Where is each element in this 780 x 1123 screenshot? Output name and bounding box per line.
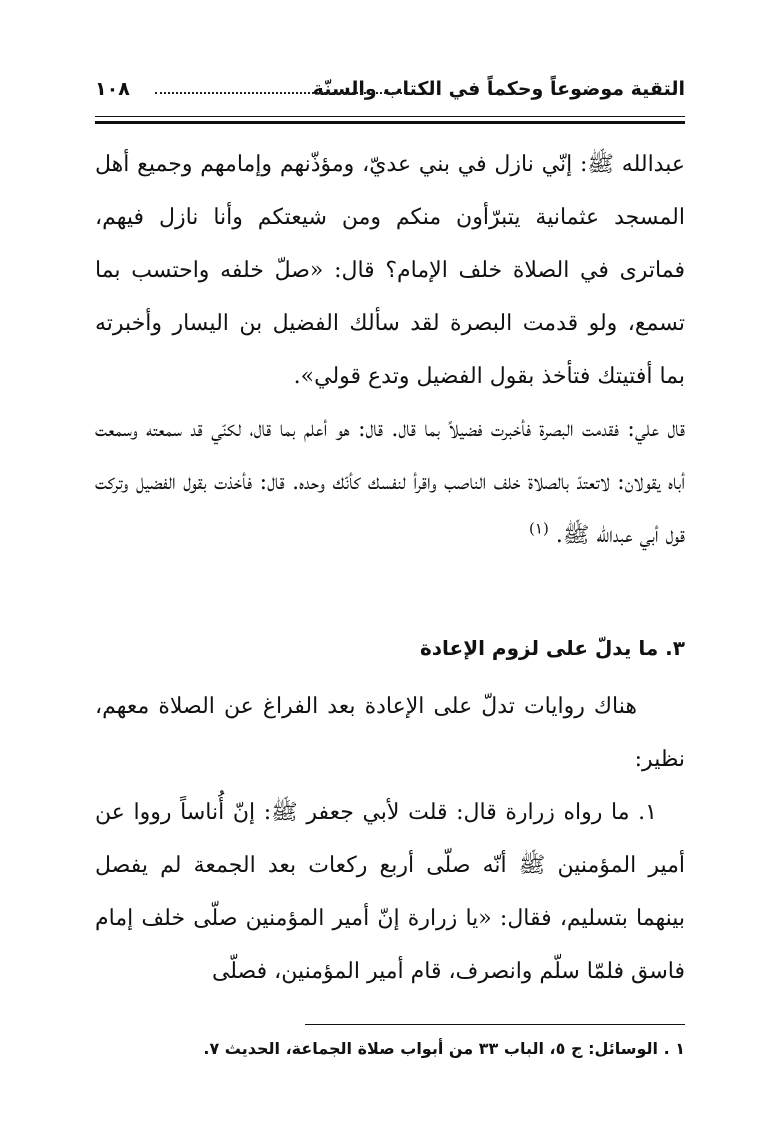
header-title: التقية موضوعاً وحكماً في الكتاب والسنّة: [312, 78, 685, 100]
paragraph-text: عبدالله ﷺ: إنّي نازل في بني عديّ، ومؤذّنهم وإمامهم وجميع أهل المسجد عثمانية يتبرّأون منكم ومن شيعتكم وأنا نازل فيهم، فماترى في الصلاة خلف الإمام؟ قال: «صلّ خلفه واحتسب بما تسمع، ولو قدمت البصرة لقد سألك الفضيل بن اليسار وأخبرته بما أفتيتك فتأخذ بقول الفضيل وتدع قولي».: [95, 152, 685, 389]
header-leader-dots: [155, 92, 410, 94]
header-rule-thin: [95, 116, 685, 117]
header-rule-thick: [95, 121, 685, 124]
body-text-top: [95, 138, 685, 562]
body-text-bottom: [95, 680, 685, 998]
paragraph-text: ١. ما رواه زرارة قال: قلت لأبي جعفر ﷺ: إنّ أُناساً رووا عن أمير المؤمنين ﷺ أنّه صلّى أربع ركعات بعد الجمعة لم يفصل بينهما بتسليم، فقال: «يا زرارة إنّ أمير المؤمنين صلّى خلف إمام فاسق فلمّا سلّم وانصرف، قام أمير المؤمنين، فصلّى: [95, 800, 685, 984]
section-heading: ٣. ما يدلّ على لزوم الإعادة: [419, 636, 685, 660]
footnote: ١ . الوسائل: ج ٥، الباب ٣٣ من أبواب صلاة الجماعة، الحديث ٧.: [203, 1039, 685, 1058]
running-header: [95, 78, 685, 108]
paragraph-text: قال علي: فقدمت البصرة فأخبرت فضيلاً بما قال. قال: هو أعلم بما قال، لكنّي قد سمعته وسمعت أباه يقولان: لاتعتدّ بالصلاة خلف الناصب واقرأ لنفسك كأنّك وحده. قال: فأخذت بقول الفضيل وتركت قول أبي عبدالله ﷺ.: [95, 417, 685, 548]
paragraph: [95, 786, 685, 998]
page-number: ١٠٨: [95, 78, 130, 100]
paragraph: [95, 138, 685, 403]
paragraph-text: هناك روايات تدلّ على الإعادة بعد الفراغ عن الصلاة معهم، نظير:: [95, 694, 685, 772]
footnote-divider: [305, 1024, 685, 1025]
footnote-marker: (١): [529, 519, 549, 538]
paragraph: [95, 403, 685, 562]
paragraph: [95, 680, 685, 786]
